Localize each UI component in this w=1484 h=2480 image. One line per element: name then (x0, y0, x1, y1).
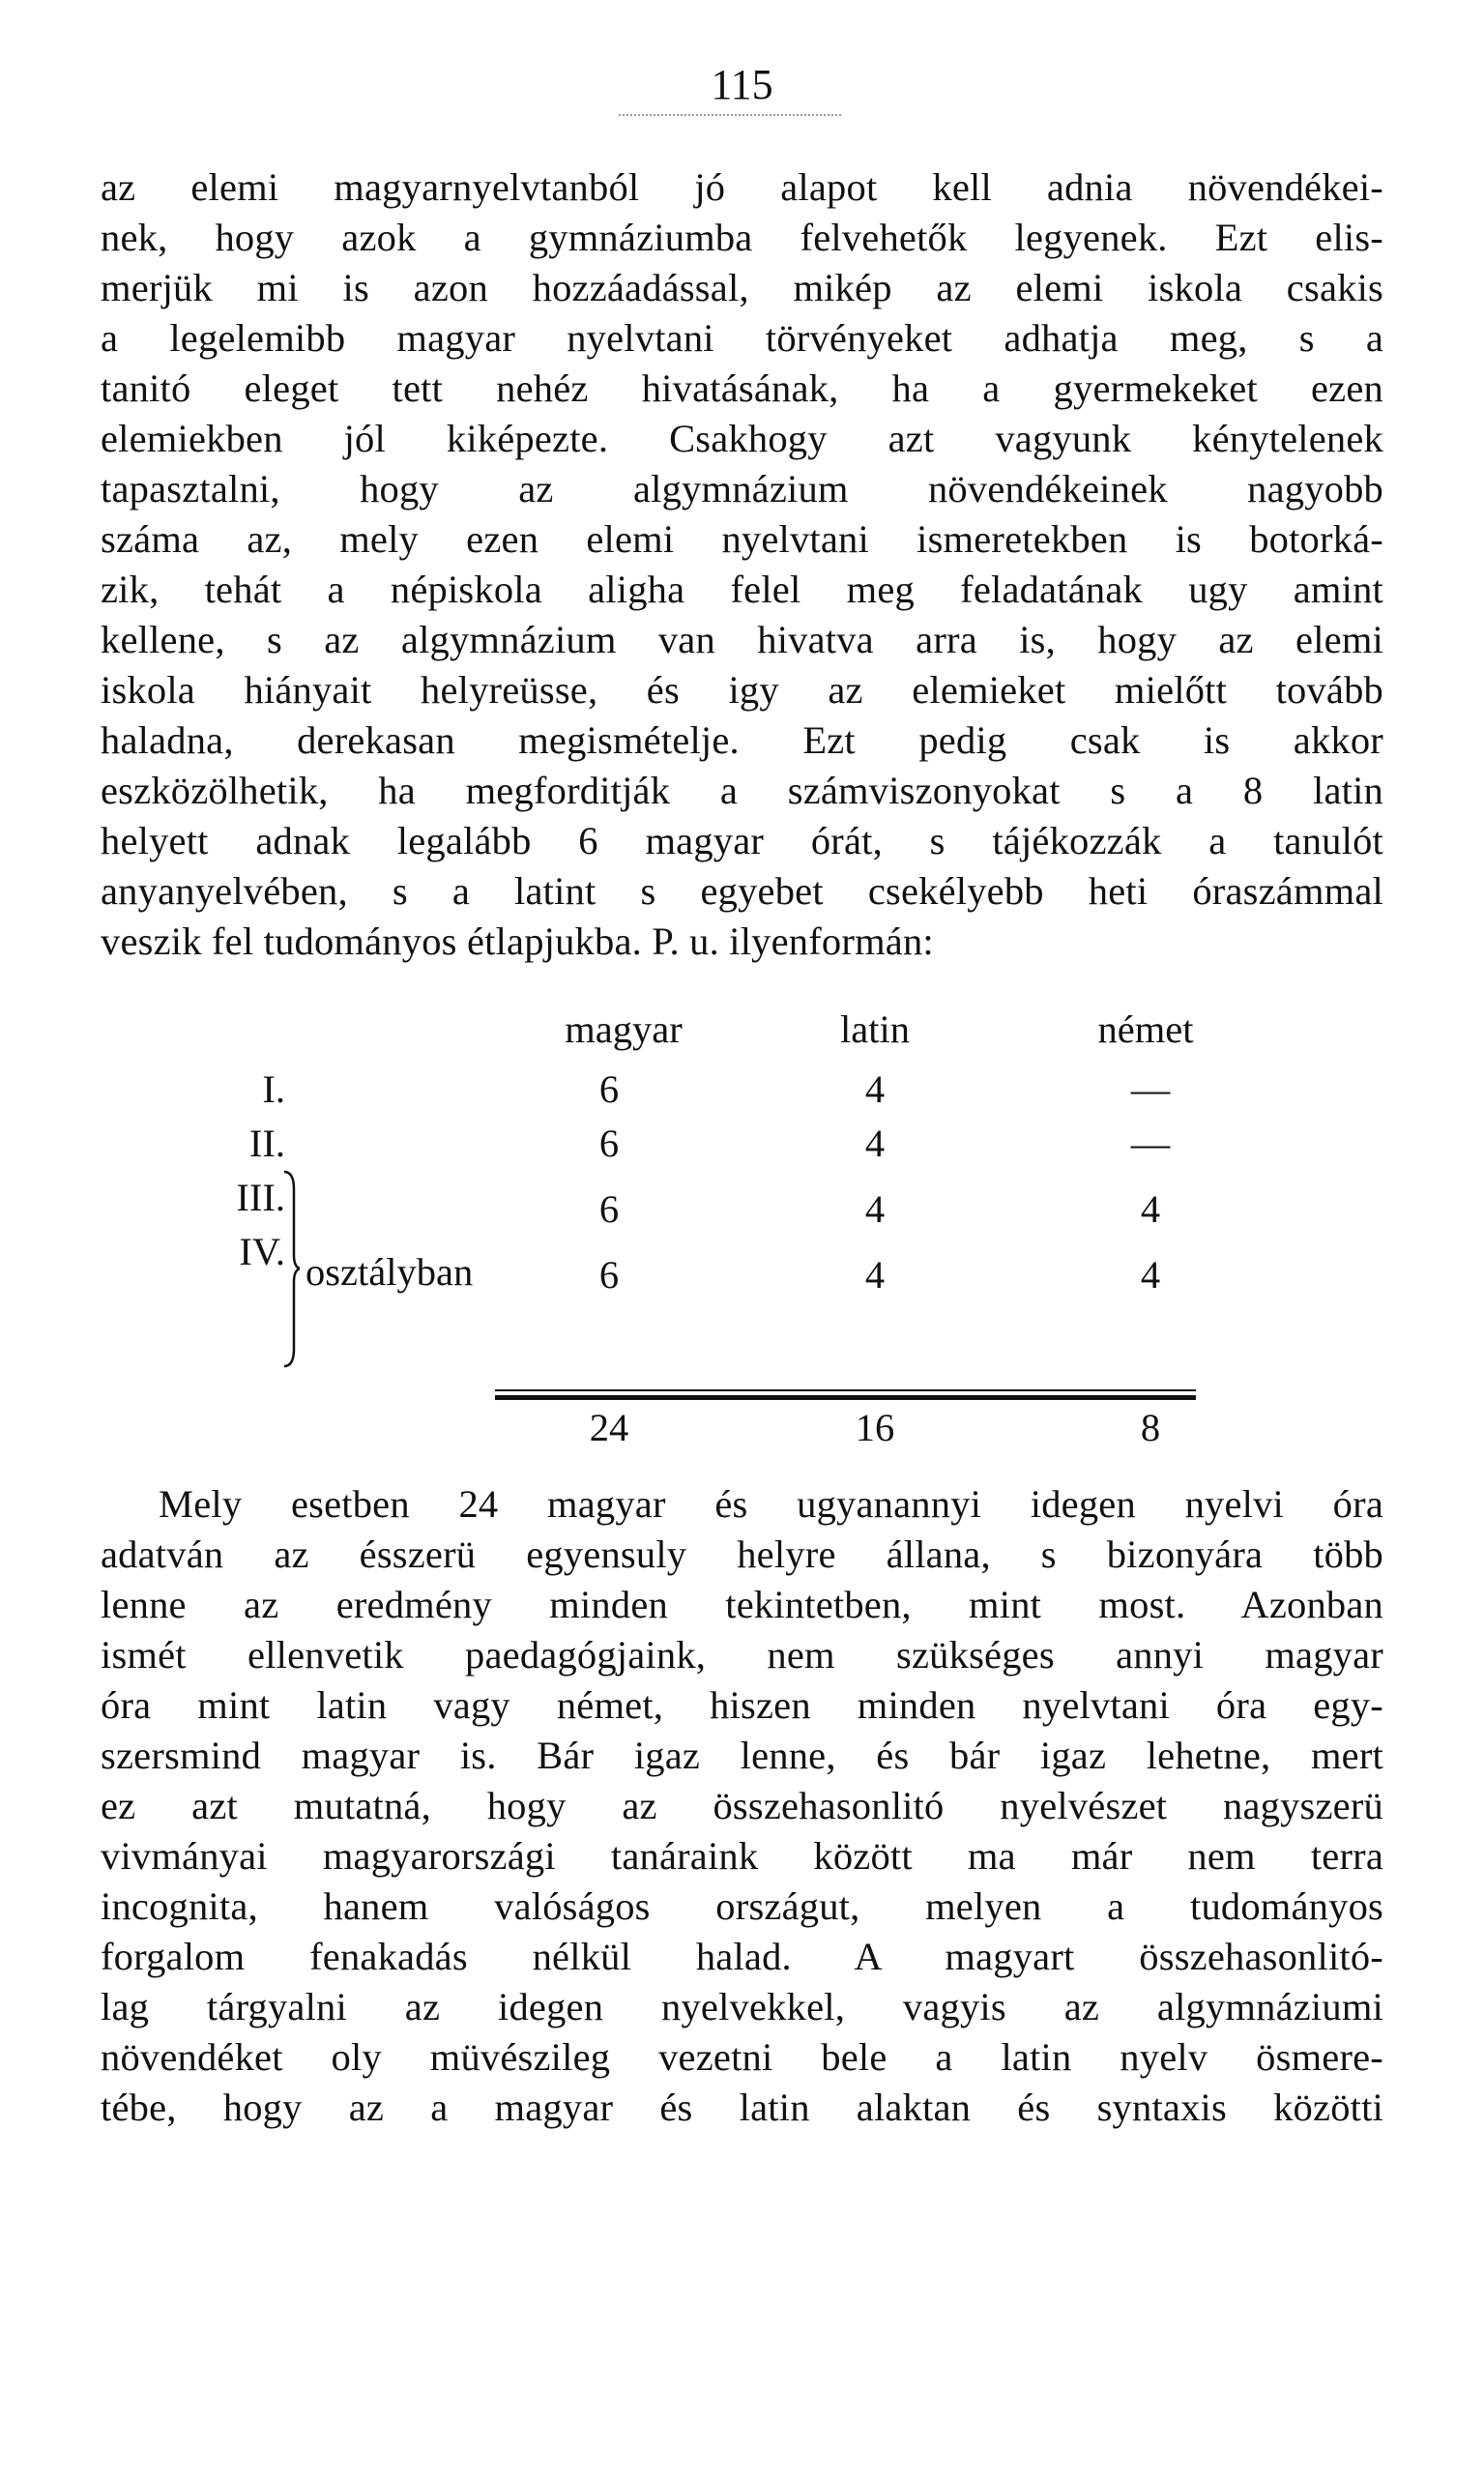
table-header-magyar: magyar (565, 1007, 683, 1051)
table-cell: 6 (598, 1253, 620, 1297)
text-line: tébe, hogy az a magyar és latin alaktan és syntaxis közötti (101, 2086, 1383, 2129)
class-label-I: I. (262, 1067, 285, 1111)
sum-rule-thick (495, 1395, 1196, 1400)
class-label-III: III. (236, 1176, 285, 1219)
text-line: Mely esetben 24 magyar és ugyanannyi idegen nyelvi óra (159, 1482, 1383, 1526)
text-line: növendéket oly müvészileg vezetni bele a latin nyelv ösmere- (101, 2035, 1383, 2079)
text-line: incognita, hanem valóságos országut, melyen a tudományos (101, 1884, 1383, 1928)
text-line: eszközölhetik, ha megforditják a számviszonyokat s a 8 latin (101, 769, 1383, 812)
table-header-nemet: német (1097, 1007, 1194, 1051)
text-line: merjük mi is azon hozzáadással, mikép az elemi iskola csakis (101, 266, 1383, 309)
table-cell: 4 (864, 1253, 886, 1297)
text-line: elemiekben jól kiképezte. Csakhogy azt vagyunk kénytelenek (101, 417, 1383, 460)
table-cell: 4 (1140, 1253, 1161, 1297)
text-line: tanitó eleget tett nehéz hivatásának, ha a gyermekeket ezen (101, 366, 1383, 410)
text-line: veszik fel tudományos étlapjukba. P. u. ilyenformán: (101, 919, 934, 963)
table-cell: 6 (598, 1187, 620, 1231)
curly-brace-icon (282, 1170, 300, 1368)
text-line: ismét ellenvetik paedagógjaink, nem szükséges annyi magyar (101, 1633, 1383, 1677)
text-line: haladna, derekasan megismételje. Ezt pedig csak is akkor (101, 718, 1383, 762)
text-line: szersmind magyar is. Bár igaz lenne, és bár igaz lehetne, mert (101, 1734, 1383, 1777)
text-line: száma az, mely ezen elemi nyelvtani ismeretekben is botorká- (101, 517, 1383, 561)
sum-rule (495, 1389, 1196, 1391)
text-line: a legelemibb magyar nyelvtani törvényeket adhatja meg, s a (101, 316, 1383, 360)
page-number: 115 (711, 61, 773, 108)
table-cell: 4 (864, 1187, 886, 1231)
text-line: anyanyelvében, s a latint s egyebet csekélyebb heti óraszámmal (101, 869, 1383, 913)
row-group-label: osztályban (306, 1250, 474, 1294)
text-line: adatván az ésszerü egyensuly helyre állana, s bizonyára több (101, 1532, 1383, 1576)
text-line: iskola hiányait helyreüsse, és igy az elemieket mielőtt tovább (101, 668, 1383, 712)
text-line: zik, tehát a népiskola aligha felel meg feladatának ugy amint (101, 568, 1383, 611)
text-line: az elemi magyarnyelvtanból jó alapot kell adnia növendékei- (101, 165, 1383, 209)
text-line: tapasztalni, hogy az algymnázium növendékeinek nagyobb (101, 467, 1383, 511)
total-cell: 8 (1140, 1406, 1161, 1449)
text-line: lenne az eredmény minden tekintetben, mint most. Azonban (101, 1583, 1383, 1626)
text-line: nek, hogy azok a gymnáziumba felvehetők legyenek. Ezt elis- (101, 216, 1383, 259)
class-label-II: II. (248, 1122, 285, 1165)
text-line: kellene, s az algymnázium van hivatva arra is, hogy az elemi (101, 618, 1383, 661)
table-cell: 6 (598, 1122, 620, 1165)
text-line: óra mint latin vagy német, hiszen minden nyelvtani óra egy- (101, 1683, 1383, 1727)
table-cell: 6 (598, 1067, 620, 1111)
total-cell: 16 (855, 1406, 895, 1449)
text-line: forgalom fenakadás nélkül halad. A magyart összehasonlitó- (101, 1935, 1383, 1978)
text-line: helyett adnak legalább 6 magyar órát, s tájékozzák a tanulót (101, 819, 1383, 862)
table-cell: 4 (1140, 1187, 1161, 1231)
total-cell: 24 (589, 1406, 629, 1449)
text-line: lag tárgyalni az idegen nyelvekkel, vagyis az algymnáziumi (101, 1985, 1383, 2028)
table-cell: — (1130, 1122, 1171, 1165)
class-label-IV: IV. (239, 1230, 285, 1273)
table-cell: — (1130, 1067, 1171, 1111)
table-cell: 4 (864, 1067, 886, 1111)
table-cell: 4 (864, 1122, 886, 1165)
text-line: ez azt mutatná, hogy az összehasonlitó nyelvészet nagyszerü (101, 1784, 1383, 1827)
table-header-latin: latin (840, 1007, 910, 1051)
text-line: vivmányai magyarországi tanáraink között ma már nem terra (101, 1834, 1383, 1878)
header-rule (619, 114, 841, 116)
